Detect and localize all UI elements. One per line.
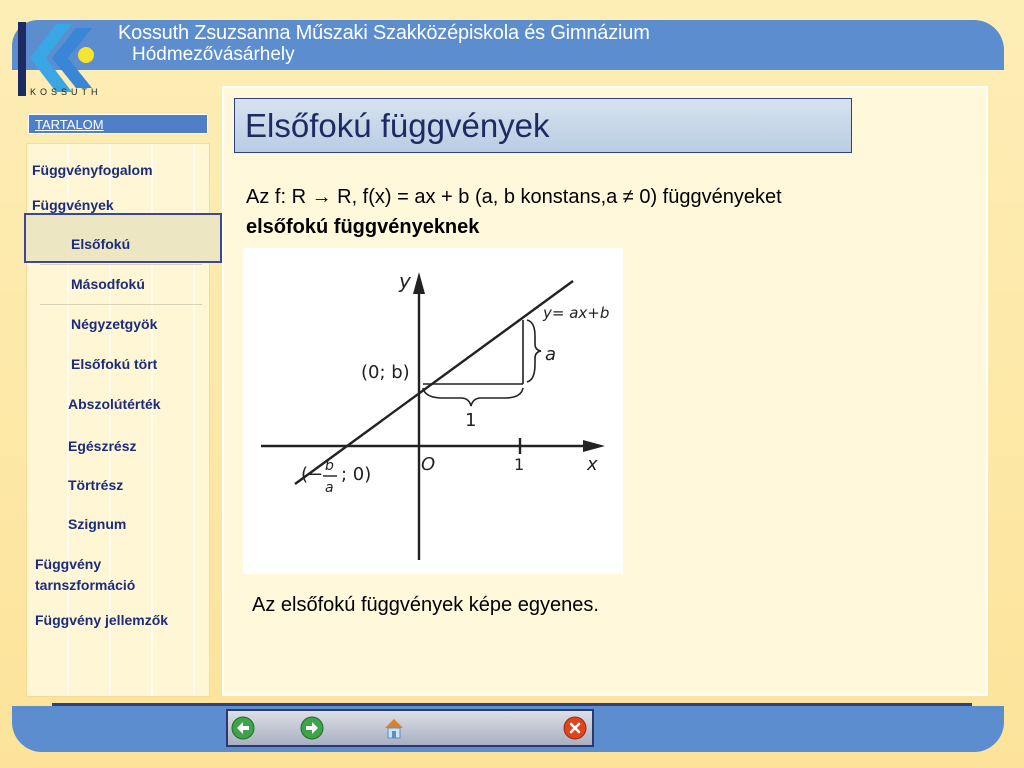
sidebar-item-abszoluterték[interactable]: Abszolútérték	[68, 396, 161, 412]
unit-tick-label: 1	[514, 455, 525, 474]
sidebar-item-fuggvenyek[interactable]: Függvények	[32, 197, 114, 213]
linear-function-graph	[243, 248, 623, 574]
x-intercept-open: (−	[301, 464, 324, 485]
sidebar-item-szignum[interactable]: Szignum	[68, 516, 127, 532]
definition-text: Az f: R → R, f(x) = ax + b (a, b konstans,a ≠ 0) függvényeket	[246, 186, 782, 208]
logo-text: KOSSUTH	[30, 87, 102, 97]
line-label: y= ax+b	[543, 304, 610, 322]
toc-link[interactable]: TARTALOM	[35, 117, 104, 132]
sidebar-item-fuggvenyfogalom[interactable]: Függvényfogalom	[32, 162, 153, 178]
y-axis-label: y	[399, 269, 411, 293]
definition-paragraph	[246, 182, 966, 242]
divider	[40, 304, 202, 305]
x-intercept-numerator: b	[325, 458, 334, 474]
x-axis-label: x	[587, 454, 598, 475]
x-axis-arrow	[583, 440, 605, 452]
rise-brace	[527, 320, 541, 382]
sidebar-item-elsofoku[interactable]: Elsőfokú	[71, 236, 131, 252]
school-name: Kossuth Zsuzsanna Műszaki Szakközépiskola és Gimnázium	[118, 22, 650, 44]
run-label: 1	[465, 410, 477, 431]
run-brace	[423, 388, 523, 406]
definition-bold: elsőfokú függvényeknek	[246, 216, 480, 238]
sidebar-item-elsofoku-tort[interactable]: Elsőfokú tört	[71, 356, 158, 372]
school-city: Hódmezővásárhely	[132, 44, 295, 65]
sidebar-item-egeszresz[interactable]: Egészrész	[68, 438, 137, 454]
slide-title-box	[234, 98, 852, 153]
y-axis-arrow	[413, 272, 425, 294]
x-intercept-denominator: a	[325, 480, 334, 496]
sidebar-item-negyzetgyok[interactable]: Négyzetgyök	[71, 316, 158, 332]
divider	[40, 264, 202, 265]
sidebar-item-masodfoku[interactable]: Másodfokú	[71, 276, 145, 292]
slope-label: a	[545, 344, 557, 365]
arrow-right-icon[interactable]	[300, 716, 324, 740]
origin-label: O	[421, 454, 436, 475]
navigation-toolbar	[226, 709, 594, 747]
toc-header[interactable]	[28, 114, 208, 134]
sidebar-item-tortresz[interactable]: Törtrész	[68, 477, 124, 493]
intercept-label: (0; b)	[361, 362, 410, 383]
sidebar-item-transzformacio[interactable]: Függvény tarnszformáció	[35, 556, 136, 593]
x-intercept-close: ; 0)	[341, 464, 372, 485]
page-title: Elsőfokú függvények	[245, 107, 550, 144]
close-icon[interactable]	[563, 716, 587, 740]
home-icon[interactable]	[382, 716, 406, 740]
graph-caption: Az elsőfokú függvények képe egyenes.	[252, 594, 599, 616]
sidebar-item-jellemzok[interactable]: Függvény jellemzők	[35, 612, 169, 628]
arrow-left-icon[interactable]	[231, 716, 255, 740]
